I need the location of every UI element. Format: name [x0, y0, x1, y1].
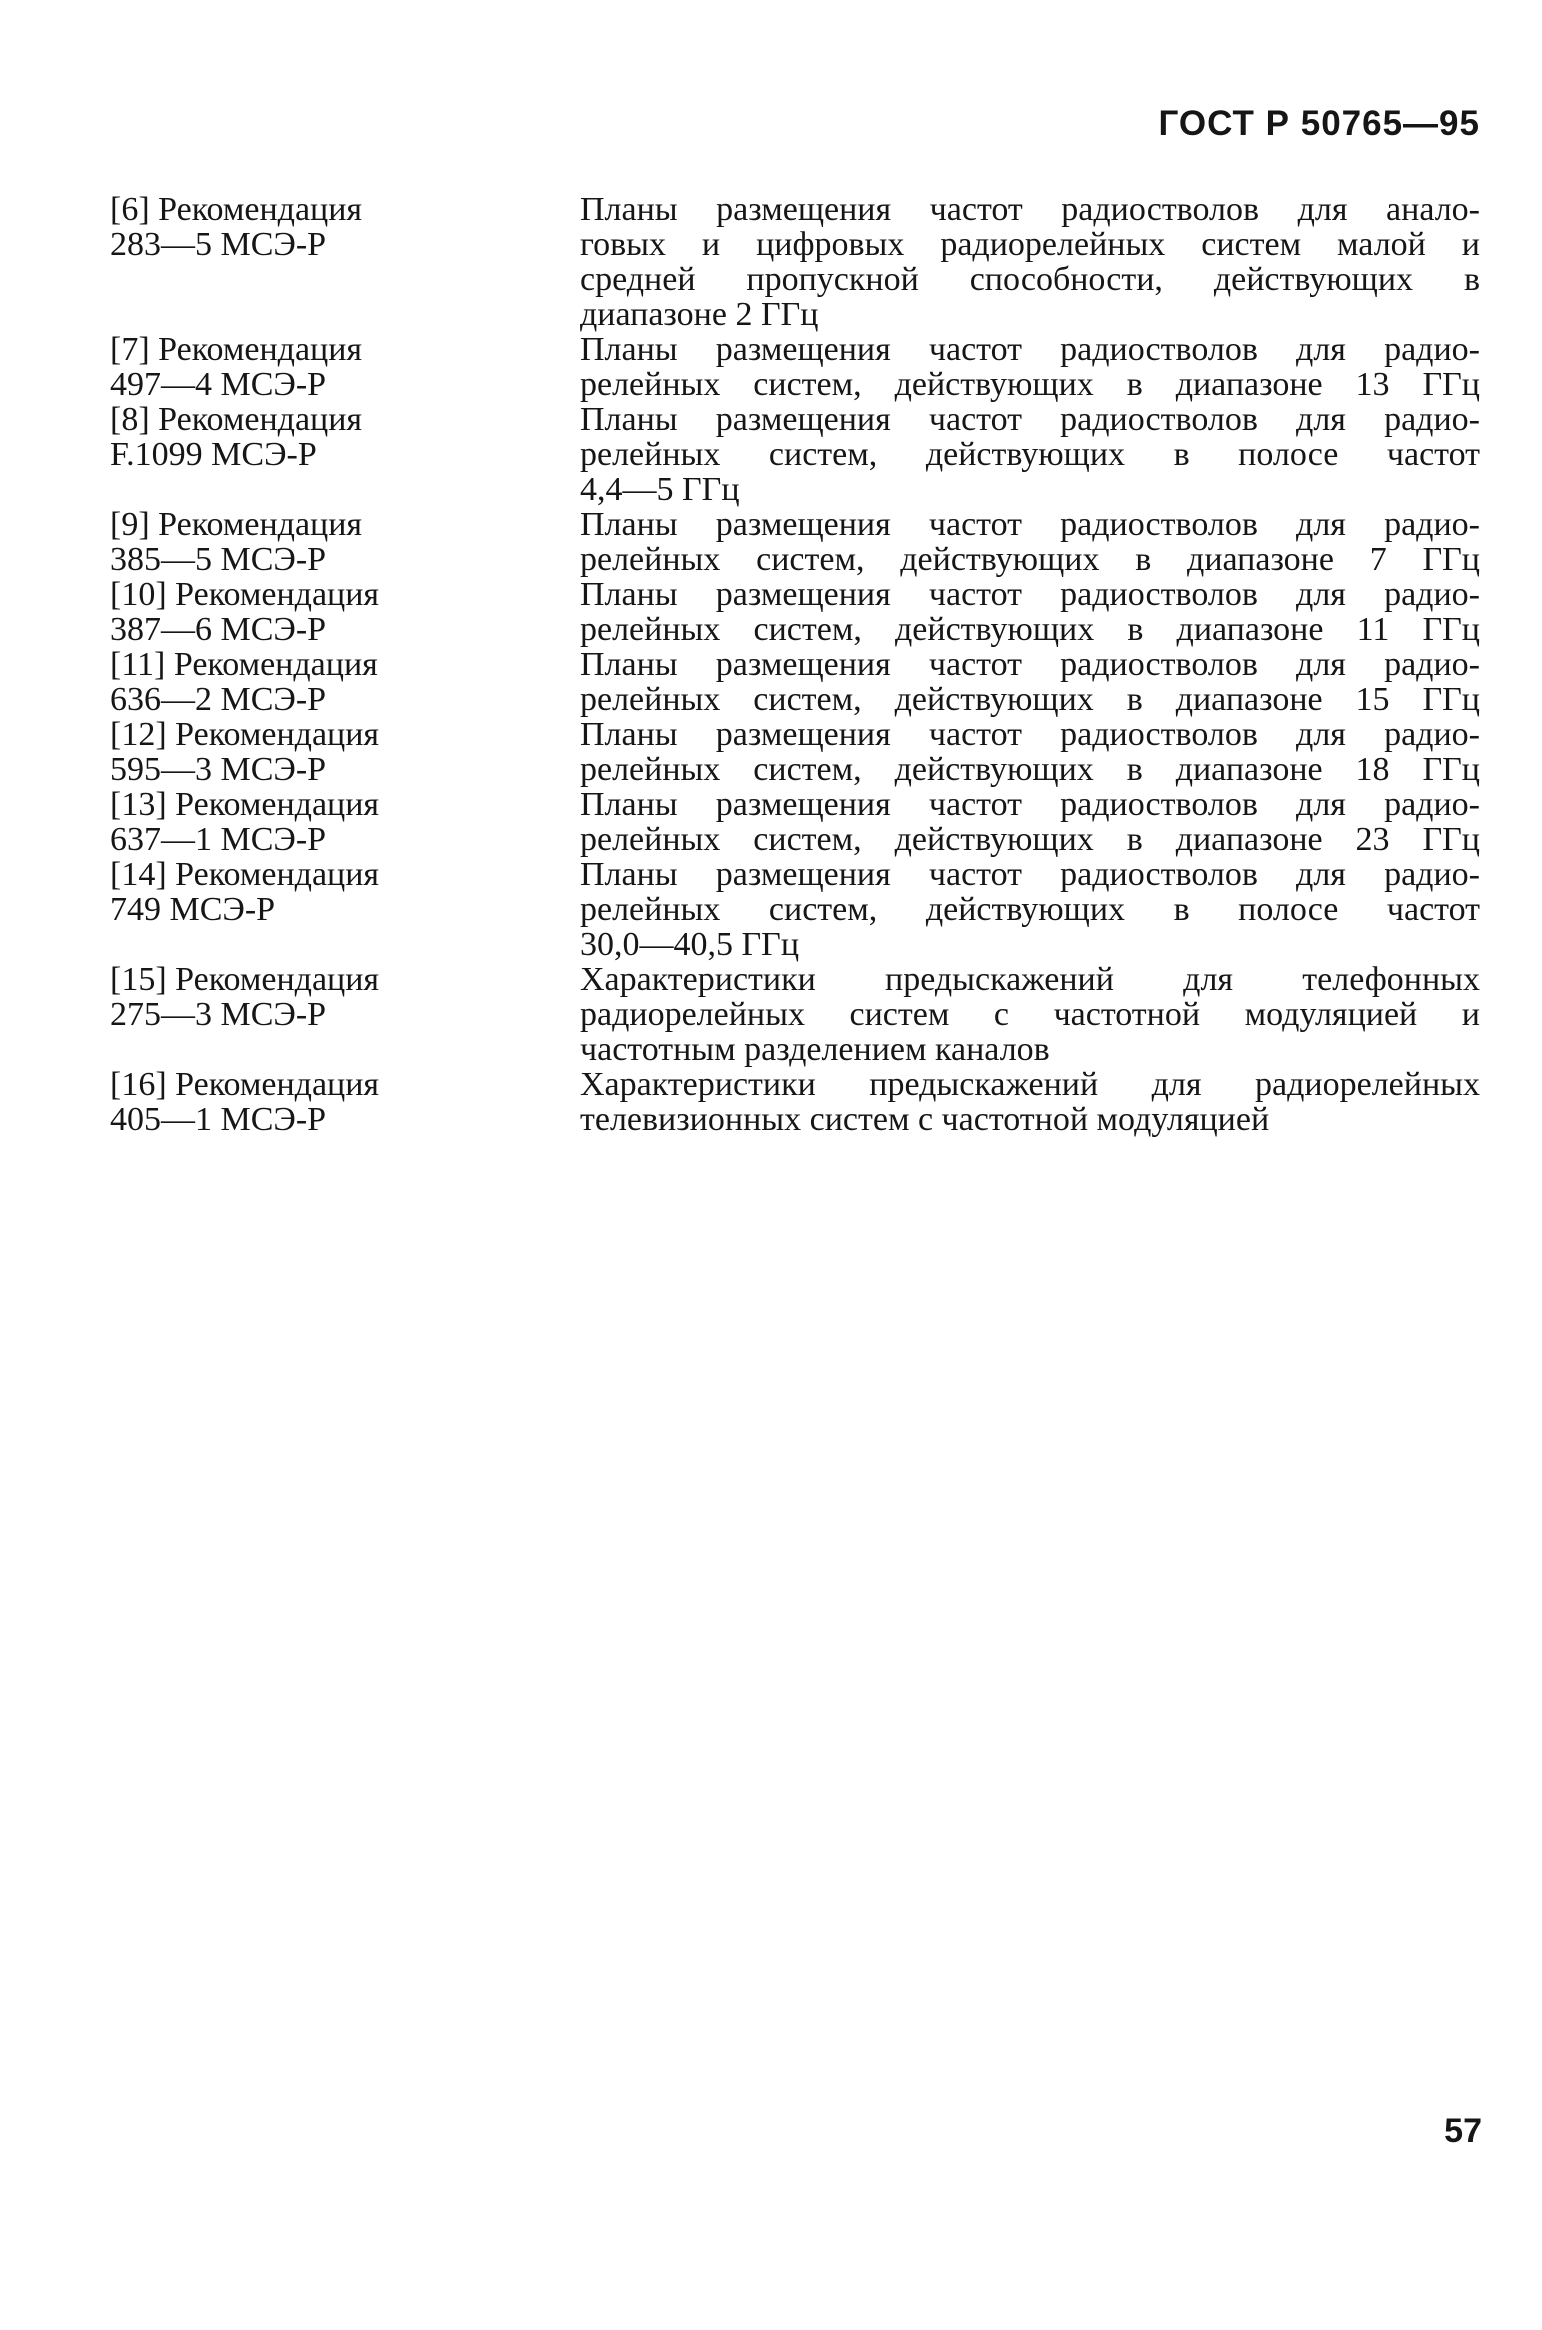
reference-code-line: [15] Рекомендация: [110, 961, 380, 998]
reference-desc-line: Планы размещения частот радиостволов для радио-: [580, 331, 1480, 368]
reference-code-line: [6] Рекомендация: [110, 191, 363, 228]
reference-description: [580, 717, 1480, 787]
reference-desc-line: говых и цифровых радиорелейных систем малой и: [580, 226, 1480, 263]
reference-code-line: [16] Рекомендация: [110, 1066, 380, 1103]
reference-code-line: [12] Рекомендация: [110, 716, 380, 753]
reference-code-line: 497—4 МСЭ-Р: [110, 366, 327, 403]
document-code-header: ГОСТ Р 50765—95: [1158, 104, 1480, 143]
reference-code-line: [8] Рекомендация: [110, 401, 363, 438]
page-number: 57: [1444, 2112, 1482, 2150]
reference-description: [580, 192, 1480, 332]
reference-code: [110, 507, 580, 577]
reference-code-line: 387—6 МСЭ-Р: [110, 611, 327, 648]
reference-code-line: 595—3 МСЭ-Р: [110, 751, 327, 788]
reference-code: [110, 192, 580, 262]
reference-description: [580, 507, 1480, 577]
reference-code: [110, 857, 580, 927]
reference-desc-line: релейных систем, действующих в диапазоне 7 ГГц: [580, 541, 1480, 578]
reference-item: [110, 962, 1480, 1067]
reference-code-line: [10] Рекомендация: [110, 576, 380, 613]
reference-code-line: [9] Рекомендация: [110, 506, 363, 543]
reference-desc-line: Планы размещения частот радиостволов для радио-: [580, 856, 1480, 893]
reference-desc-line: релейных систем, действующих в полосе частот: [580, 891, 1480, 928]
reference-item: [110, 192, 1480, 332]
reference-desc-line: диапазоне 2 ГГц: [580, 296, 819, 333]
reference-description: [580, 332, 1480, 402]
reference-desc-line: релейных систем, действующих в полосе частот: [580, 436, 1480, 473]
reference-desc-line: Планы размещения частот радиостволов для радио-: [580, 646, 1480, 683]
reference-description: [580, 647, 1480, 717]
reference-code-line: [13] Рекомендация: [110, 786, 380, 823]
reference-description: [580, 787, 1480, 857]
reference-code-line: 385—5 МСЭ-Р: [110, 541, 327, 578]
reference-code-line: 637—1 МСЭ-Р: [110, 821, 327, 858]
reference-code: [110, 647, 580, 717]
reference-desc-line: Характеристики предыскажений для телефонных: [580, 961, 1480, 998]
reference-item: [110, 332, 1480, 402]
reference-item: [110, 402, 1480, 507]
reference-desc-line: Планы размещения частот радиостволов для радио-: [580, 401, 1480, 438]
reference-code-line: [14] Рекомендация: [110, 856, 380, 893]
reference-item: [110, 507, 1480, 577]
reference-code-line: [11] Рекомендация: [110, 646, 378, 683]
reference-item: [110, 1067, 1480, 1137]
reference-item: [110, 647, 1480, 717]
reference-code-line: 283—5 МСЭ-Р: [110, 226, 327, 263]
reference-code-line: 636—2 МСЭ-Р: [110, 681, 327, 718]
reference-item: [110, 787, 1480, 857]
reference-code-line: 405—1 МСЭ-Р: [110, 1101, 327, 1138]
reference-desc-line: релейных систем, действующих в диапазоне 11 ГГц: [580, 611, 1480, 648]
reference-item: [110, 717, 1480, 787]
reference-desc-line: Планы размещения частот радиостволов для радио-: [580, 716, 1480, 753]
reference-description: [580, 962, 1480, 1067]
reference-desc-line: релейных систем, действующих в диапазоне 13 ГГц: [580, 366, 1480, 403]
reference-desc-line: 4,4—5 ГГц: [580, 471, 740, 508]
reference-desc-line: Характеристики предыскажений для радиорелейных: [580, 1066, 1480, 1103]
reference-item: [110, 577, 1480, 647]
reference-code: [110, 402, 580, 472]
reference-code: [110, 717, 580, 787]
reference-desc-line: релейных систем, действующих в диапазоне 23 ГГц: [580, 821, 1480, 858]
reference-description: [580, 1067, 1480, 1137]
reference-code-line: [7] Рекомендация: [110, 331, 363, 368]
reference-desc-line: Планы размещения частот радиостволов для анало-: [580, 191, 1480, 228]
reference-desc-line: средней пропускной способности, действующих в: [580, 261, 1480, 298]
reference-desc-line: телевизионных систем с частотной модуляцией: [580, 1101, 1270, 1138]
reference-desc-line: 30,0—40,5 ГГц: [580, 926, 800, 963]
reference-desc-line: релейных систем, действующих в диапазоне 15 ГГц: [580, 681, 1480, 718]
reference-code-line: F.1099 МСЭ-Р: [110, 436, 317, 473]
reference-desc-line: Планы размещения частот радиостволов для радио-: [580, 576, 1480, 613]
reference-list: [110, 192, 1480, 1137]
reference-desc-line: Планы размещения частот радиостволов для радио-: [580, 786, 1480, 823]
reference-code-line: 275—3 МСЭ-Р: [110, 996, 327, 1033]
reference-description: [580, 577, 1480, 647]
reference-desc-line: радиорелейных систем с частотной модуляцией и: [580, 996, 1480, 1033]
reference-description: [580, 402, 1480, 507]
reference-code: [110, 962, 580, 1032]
reference-code: [110, 787, 580, 857]
reference-code-line: 749 МСЭ-Р: [110, 891, 276, 928]
reference-item: [110, 857, 1480, 962]
reference-desc-line: Планы размещения частот радиостволов для радио-: [580, 506, 1480, 543]
reference-desc-line: частотным разделением каналов: [580, 1031, 1050, 1068]
reference-desc-line: релейных систем, действующих в диапазоне 18 ГГц: [580, 751, 1480, 788]
reference-description: [580, 857, 1480, 962]
reference-code: [110, 1067, 580, 1137]
reference-code: [110, 332, 580, 402]
reference-code: [110, 577, 580, 647]
